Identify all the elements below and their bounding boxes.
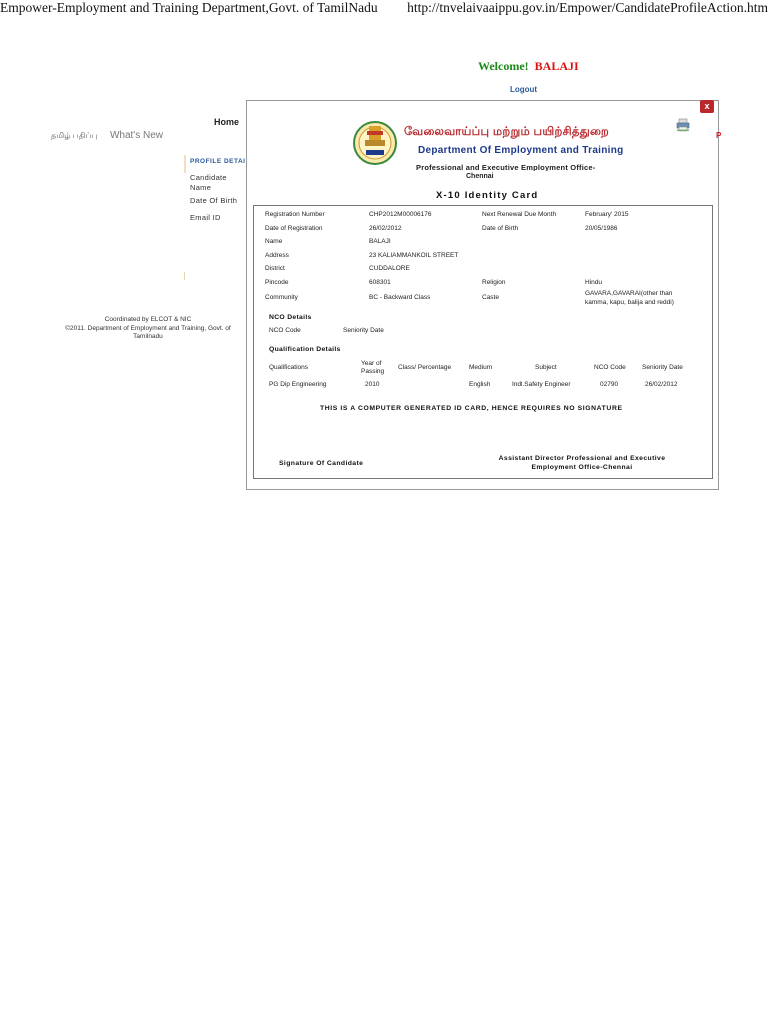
sidebar-candidate-name: Candidate Name [190,173,227,192]
logout-link[interactable]: Logout [510,85,538,94]
edge-letter: P [716,131,722,140]
nav-whats-new-link[interactable]: What's New [109,130,163,141]
welcome-label: Welcome! [478,59,529,73]
dept-english-title: Department Of Employment and Training [418,145,624,156]
nav-bar [51,130,173,141]
dob-label: Date of Birth [482,225,519,232]
address-label: Address [265,252,289,259]
nco-heading: NCO Details [269,314,312,321]
qual-row-year: 2010 [365,381,380,388]
card-title: X-10 Identity Card [436,190,539,201]
qual-col-medium: Medium [469,364,493,371]
nav-home-link[interactable]: Home [214,117,240,127]
qual-col-class: Class/ Percentage [398,364,452,371]
office-title: Professional and Executive Employment Office- [416,163,596,171]
footer-credits [52,316,244,342]
signature-candidate: Signature Of Candidate [279,460,364,467]
district-value: CUDDALORE [369,265,410,272]
page-url: http://tnvelaivaaippu.gov.in/Empower/CandidateProfileAction.htm [407,0,768,15]
qual-col-qualifications: Qualifications [269,364,309,371]
sidebar-dob: Date Of Birth [190,196,238,205]
sidebar-email: Email ID [190,213,221,222]
qual-col-seniority: Seniority Date [642,364,683,371]
name-value: BALAJI [369,238,391,245]
reg-no-label: Registration Number [265,211,325,218]
qual-row-qualification: PG Dip Engineering [269,381,327,388]
user-name: BALAJI [534,59,579,73]
qual-row-subject: Indl.Safety Engineer [512,381,571,388]
reg-date-label: Date of Registration [265,225,323,232]
dept-tamil-title: வேலைவாய்ப்பு மற்றும் பயிற்சித்துறை [404,126,609,138]
district-label: District [265,265,285,272]
qual-col-subject: Subject [535,364,557,371]
nco-code-label: NCO Code [269,327,301,334]
religion-label: Religion [482,279,506,286]
caste-label: Caste [482,294,499,301]
religion-value: Hindu [585,279,602,286]
caste-value-line1: GAVARA,GAVARAI(other than [585,290,673,297]
office-city: Chennai [466,173,494,180]
dob-value: 20/05/1986 [585,225,618,232]
nav-tamil-link[interactable]: தமிழ் பதிப்பு [51,131,98,140]
qualification-heading: Qualification Details [269,346,341,353]
close-button[interactable]: x [700,100,714,113]
id-card-box [253,205,713,479]
renewal-value: February' 2015 [585,211,629,218]
footer-line-2: ©2011. Department of Employment and Training, Govt. of Tamilnadu [65,324,231,340]
renewal-label: Next Renewal Due Month [482,211,557,218]
pincode-value: 608301 [369,279,391,286]
address-value: 23 KALIAMMANKOIL STREET [369,252,459,259]
qual-row-medium: English [469,381,491,388]
community-value: BC - Backward Class [369,294,431,301]
community-label: Community [265,294,298,301]
qual-col-year: Year of Passing [361,360,385,375]
page-title: Empower-Employment and Training Department,Govt. of TamilNadu [0,0,378,15]
reg-no-value: CHP2012M00006176 [369,211,432,218]
pincode-label: Pincode [265,279,289,286]
caste-value-line2: kamma, kapu, balija and reddi) [585,299,674,306]
qual-row-seniority: 26/02/2012 [645,381,678,388]
sidebar-accent [184,155,186,173]
name-label: Name [265,238,283,245]
footer-line-1: Coordinated by ELCOT & NIC [104,316,192,323]
tamilnadu-emblem-icon [352,118,398,168]
qual-col-nco: NCO Code [594,364,626,371]
sidebar-divider [184,272,189,280]
profile-details-heading: PROFILE DETAI [190,158,246,165]
reg-date-value: 26/02/2012 [369,225,402,232]
print-icon[interactable] [676,118,690,132]
welcome-message [478,59,579,74]
computer-generated-note: THIS IS A COMPUTER GENERATED ID CARD, HENCE REQUIRES NO SIGNATURE [320,405,623,412]
qual-row-nco: 02790 [600,381,619,388]
signature-director: Assistant Director Professional and Executive Employment Office-Chennai [498,455,666,471]
nco-seniority-label: Seniority Date [343,327,384,334]
